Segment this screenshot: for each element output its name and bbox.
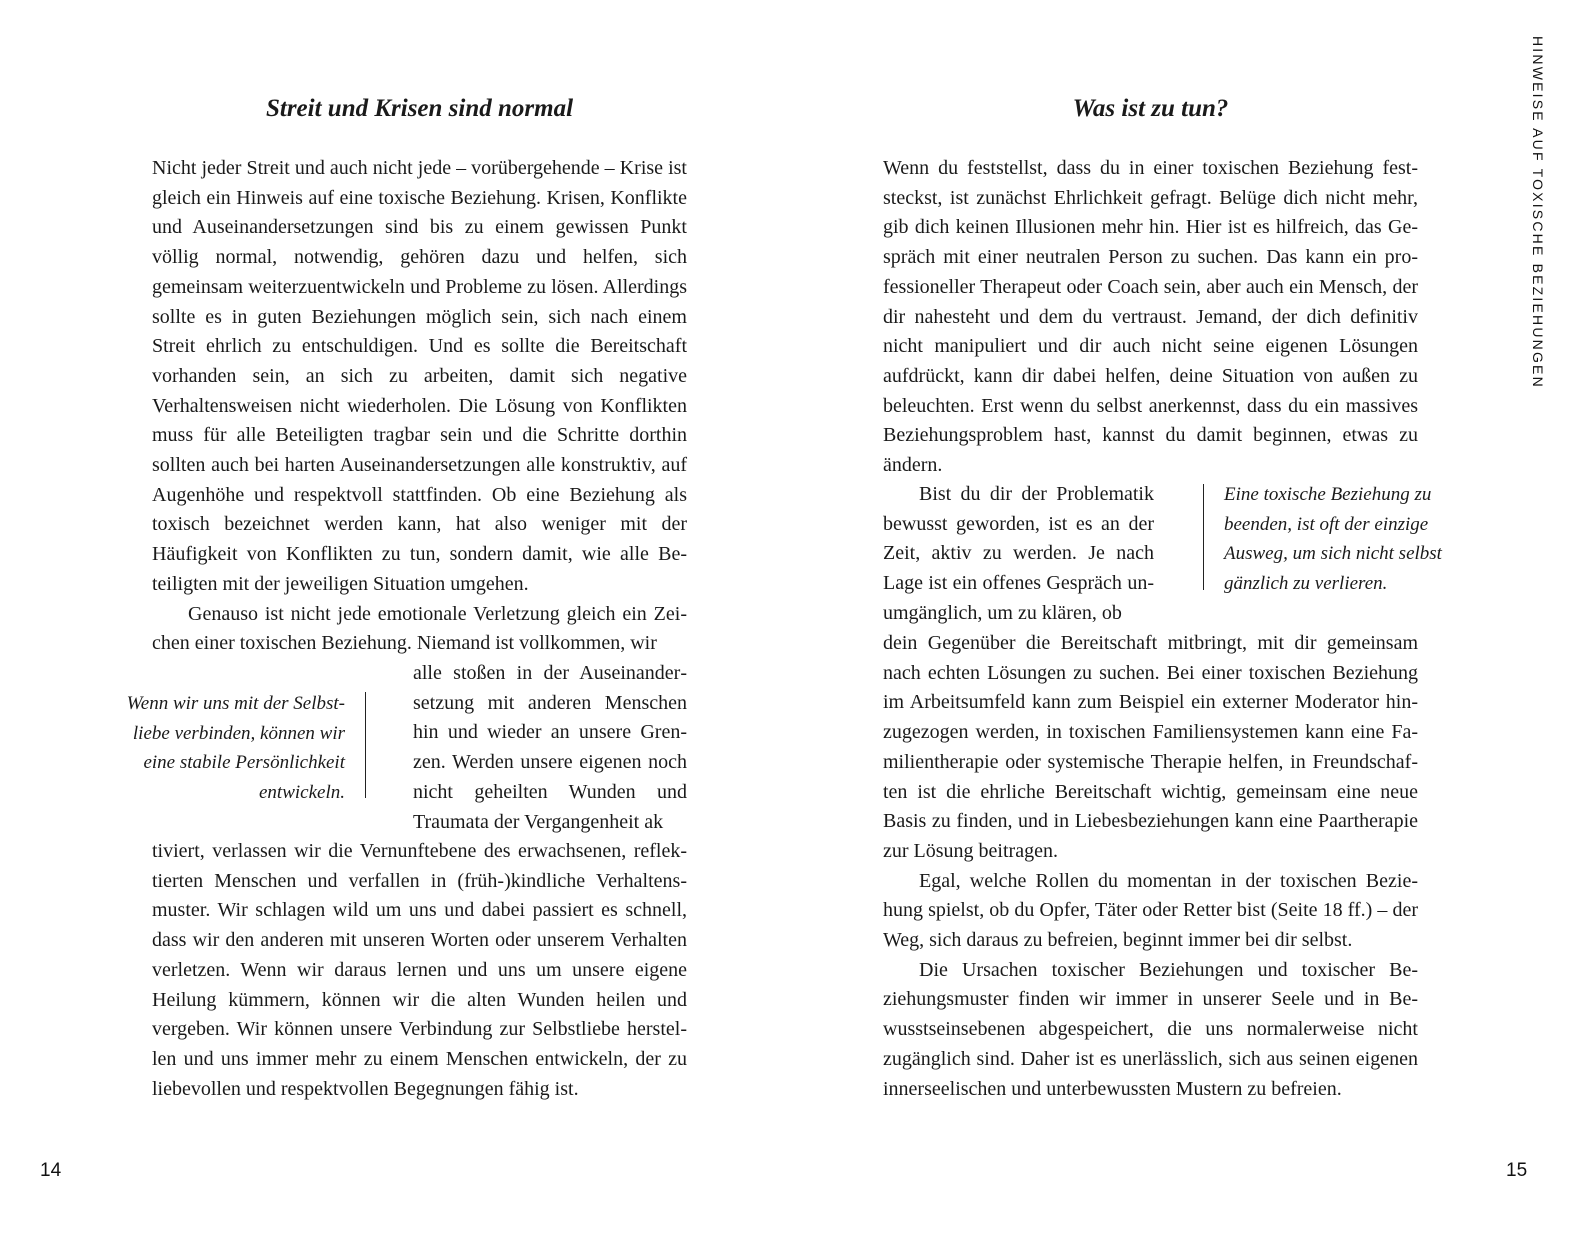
- right-paragraph-rest-block: [883, 629, 1418, 1104]
- left-paragraph-2-end: tiviert, verlassen wir die Vernunftebene des erwachsenen, reflektierten Menschen und verfallen in (früh-)kindliche Verhaltensmuster. Wir schlagen wild um uns und dabei passiert es schnell, dass wir den anderen mit unseren Worten oder unserem Verhalten verletzen. Wenn wir daraus lernen und uns um unsere eigene Heilung kümmern, können wir die alten Wunden heilen und vergeben. Wir können unsere Verbindung zur Selbstliebe herstellen und uns immer mehr zu einem Menschen entwickeln, der zu liebevollen und respektvollen Begegnungen fähig ist.: [152, 840, 687, 1100]
- right-paragraph-2-end: dein Gegenüber die Bereitschaft mitbringt, mit dir gemeinsam nach echten Lösungen zu suchen. Bei einer toxischen Beziehung im Arbeitsumfeld kann zum Beispiel ein externer Moderator hinzugezogen werden, in toxischen Familiensystemen kann eine Familientherapie oder systemische Therapie helfen, in Freundschaften ist die ehrliche Bereitschaft wichtig, gemeinsam eine neue Basis zu finden, und in Liebesbeziehungen kann eine Paartherapie zur Lösung beitragen.: [883, 632, 1418, 862]
- left-page-heading: Streit und Krisen sind normal: [265, 95, 574, 122]
- running-header: HINWEISE AUF TOXISCHE BEZIEHUNGEN: [1530, 36, 1546, 389]
- right-paragraph-3: Egal, welche Rollen du momentan in der toxischen Beziehung spielst, ob du Opfer, Täter oder Retter bist (Seite 18 ff.) – der Weg, sich daraus zu befreien, beginnt immer bei dir selbst.: [883, 869, 1418, 952]
- left-paragraph-2-start: Genauso ist nicht jede emotionale Verletzung gleich ein Zeichen einer toxischen Beziehung. Niemand ist vollkommen, wir: [152, 602, 687, 655]
- right-page: [797, 0, 1594, 1240]
- page-number-left: 14: [40, 1160, 62, 1181]
- right-pull-quote-rule: [1203, 484, 1204, 590]
- left-paragraph-1-block: [152, 154, 687, 659]
- right-page-heading: Was ist zu tun?: [1072, 95, 1229, 122]
- left-pull-quote-rule: [365, 692, 366, 798]
- right-paragraph-4: Die Ursachen toxischer Beziehungen und toxischer Beziehungsmuster finden wir immer in unserer Seele und in Bewusstseinsebenen abgespeichert, die uns normalerweise nicht zugänglich sind. Daher ist es unerlässlich, sich aus seinen eigenen innerseelischen und unterbewussten Mustern zu befreien.: [883, 958, 1418, 1100]
- right-paragraph-1: Wenn du feststellst, dass du in einer toxischen Beziehung feststeckst, ist zunächst Ehrlichkeit gefragt. Belüge dich nicht mehr, gib dich keinen Illusionen mehr hin. Hier ist es hilfreich, das Gespräch mit einer neutralen Person zu suchen. Das kann ein professioneller Therapeut oder Coach sein, aber auch ein Mensch, der dir nahesteht und dem du vertraust. Jemand, der dich definitiv nicht manipuliert und dir auch nicht seine eigenen Lösungen aufdrückt, kann dir dabei helfen, deine Situation von außen zu beleuchten. Erst wenn du selbst anerkennst, dass du ein massives Beziehungsproblem hast, kannst du damit beginnen, etwas zu ändern.: [883, 157, 1418, 477]
- right-pull-quote: Eine toxische Beziehung zu beenden, ist oft der einzige Ausweg, um sich nicht selbst gänzlich zu verlieren.: [1224, 484, 1442, 595]
- page-number-right: 15: [1506, 1160, 1528, 1181]
- left-pull-quote: Wenn wir uns mit der Selbstliebe verbinden, können wir eine stabile Persönlichkeit entwickeln.: [126, 693, 345, 804]
- left-paragraph-1: Nicht jeder Streit und auch nicht jede – vorübergehende – Krise ist gleich ein Hinweis auf eine toxische Beziehung. Krisen, Konflikte und Auseinandersetzungen sind bis zu einem gewissen Punkt völlig normal, notwendig, gehören dazu und helfen, sich gemeinsam weiterzuentwickeln und Probleme zu lösen. Allerdings sollte es in guten Beziehungen möglich sein, sich nach einem Streit ehrlich zu entschuldigen. Und es sollte die Bereitschaft vorhanden sein, an sich zu arbeiten, damit sich negative Verhaltensweisen nicht wiederholen. Die Lösung von Konflikten muss für alle Beteiligten tragbar sein und die Schritte dorthin sollten auch bei harten Auseinandersetzungen alle konstruktiv, auf Augenhöhe und respektvoll stattfinden. Ob eine Beziehung als toxisch bezeichnet werden kann, hat also weniger mit der Häufigkeit von Konflikten zu tun, sondern damit, wie alle Beteiligten mit der jeweiligen Situation umgehen.: [152, 157, 687, 595]
- right-paragraph-2-beside-quote: Bist du dir der Problematik bewusst geworden, ist es an der Zeit, aktiv zu werden. Je nach Lage ist ein offenes Gespräch unumgänglich, um zu klären, ob: [883, 483, 1154, 624]
- left-paragraph-2-beside-quote: alle stoßen in der Auseinandersetzung mit anderen Menschen hin und wieder an unsere Grenzen. Werden unsere eigenen noch nicht geheilten Wunden und Traumata der Vergangenheit ak: [413, 662, 687, 833]
